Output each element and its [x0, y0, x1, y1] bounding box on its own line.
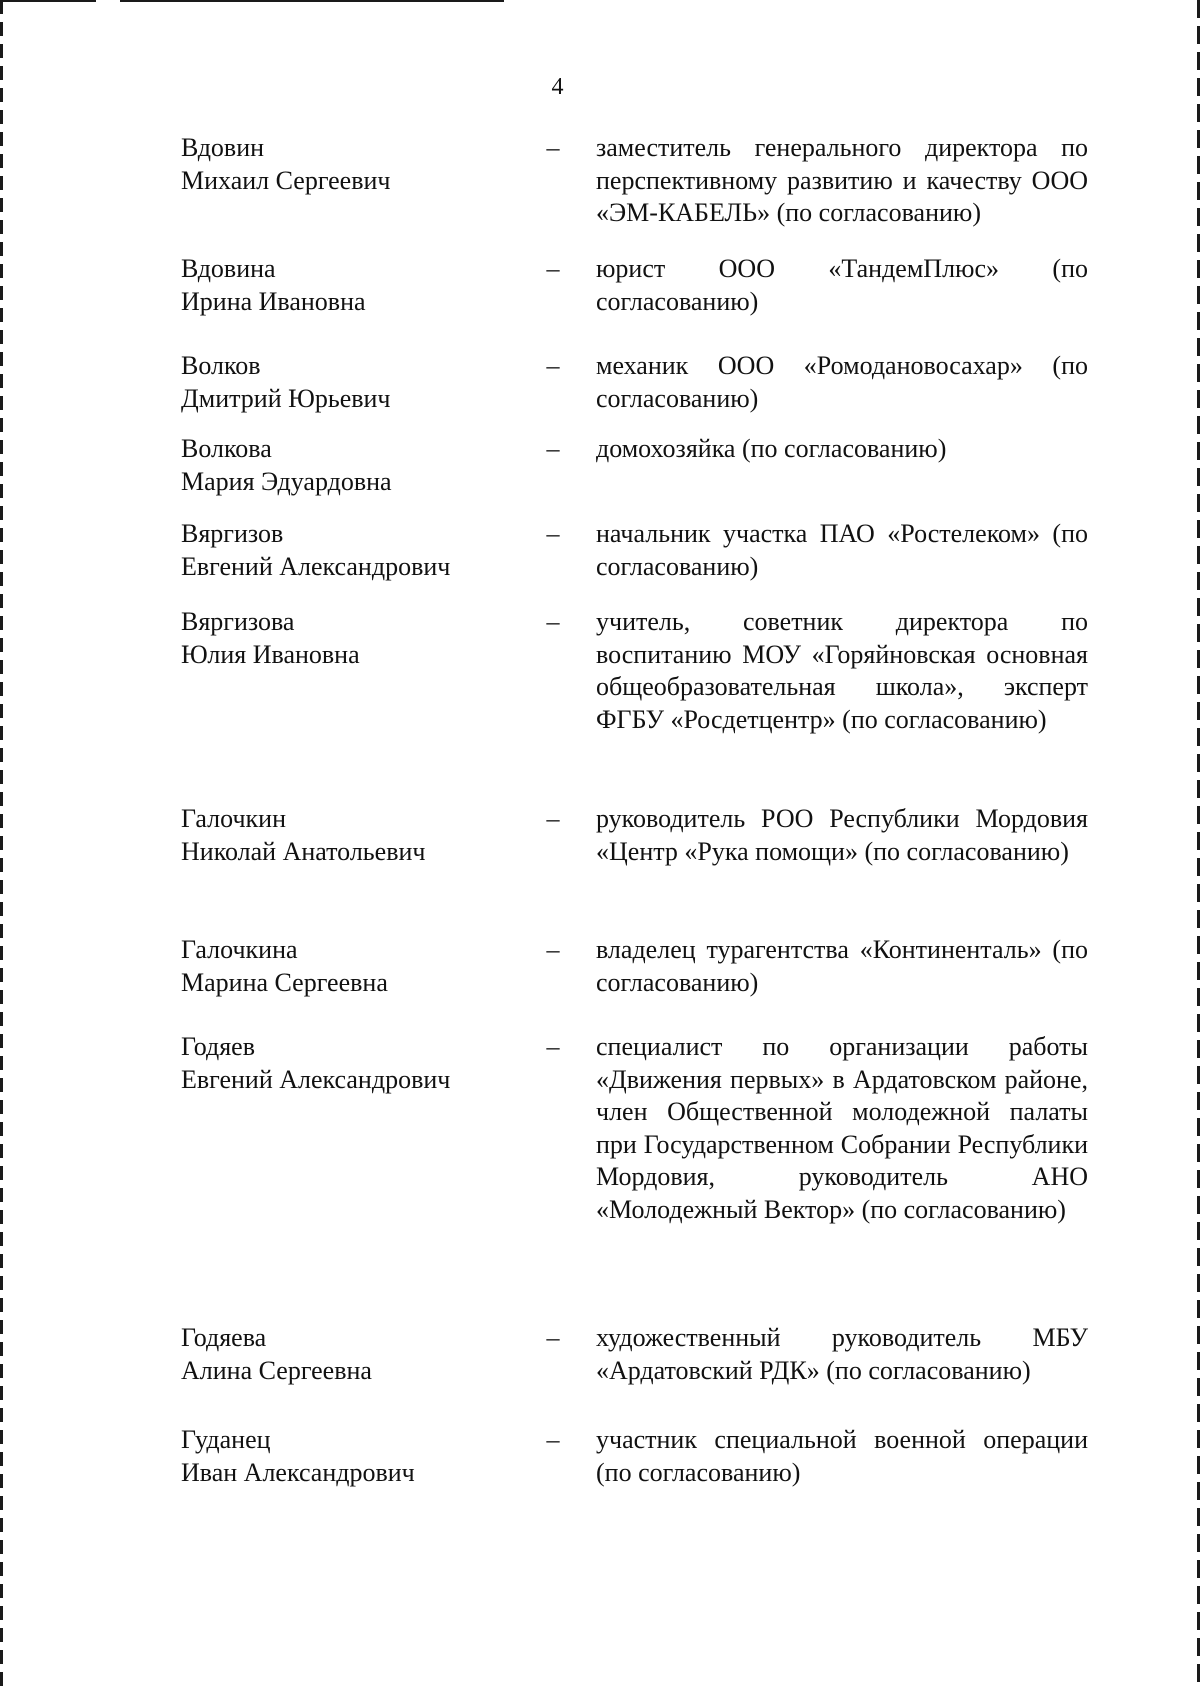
member-name [181, 1424, 521, 1489]
entry-dash: – [546, 935, 560, 964]
member-position: заместитель генерального директора по перспективному развитию и качеству ООО «ЭМ-КАБЕЛЬ» (по согласованию) [596, 133, 1088, 227]
member-position: юрист ООО «ТандемПлюс» (по согласованию) [596, 254, 1088, 316]
member-name [181, 606, 521, 671]
member-given-names: Николай Анатольевич [181, 836, 426, 866]
member-surname: Вяргизов [181, 519, 284, 548]
member-surname: Вдовин [181, 133, 265, 162]
member-name [181, 253, 521, 318]
member-name [181, 1031, 521, 1096]
member-position: домохозяйка (по согласованию) [596, 434, 947, 463]
member-name [181, 934, 521, 999]
entry-dash: – [546, 1323, 560, 1352]
member-surname: Галочкина [181, 935, 298, 964]
member-given-names: Евгений Александрович [181, 551, 451, 581]
member-surname: Годяев [181, 1032, 256, 1061]
member-surname: Гуданец [181, 1425, 271, 1454]
entry-dash: – [546, 434, 560, 463]
member-given-names: Марина Сергеевна [181, 967, 388, 997]
member-position: художественный руководитель МБУ «Ардатовский РДК» (по согласованию) [596, 1323, 1088, 1385]
member-position: начальник участка ПАО «Ростелеком» (по согласованию) [596, 519, 1088, 581]
scan-edge-left [0, 0, 3, 1687]
entry-dash: – [546, 804, 560, 833]
member-surname: Вдовина [181, 254, 276, 283]
member-name [181, 803, 521, 868]
scan-edge-top [0, 0, 1200, 2]
member-name [181, 132, 521, 197]
member-name [181, 350, 521, 415]
member-surname: Волков [181, 351, 261, 380]
member-given-names: Михаил Сергеевич [181, 165, 391, 195]
member-name [181, 433, 521, 498]
entry-dash: – [546, 1425, 560, 1454]
member-position: специалист по организации работы «Движения первых» в Ардатовском районе, член Общественной молодежной палаты при Государственном Собрании Республики Мордовия, руководитель АНО «Молодежный Вектор» (по согласованию) [596, 1032, 1088, 1224]
member-position: механик ООО «Ромодановосахар» (по согласованию) [596, 351, 1088, 413]
page-number: 4 [551, 74, 564, 100]
member-given-names: Мария Эдуардовна [181, 466, 392, 496]
member-given-names: Евгений Александрович [181, 1064, 451, 1094]
member-given-names: Юлия Ивановна [181, 639, 360, 669]
member-given-names: Дмитрий Юрьевич [181, 383, 391, 413]
member-given-names: Ирина Ивановна [181, 286, 366, 316]
entry-dash: – [546, 519, 560, 548]
member-given-names: Иван Александрович [181, 1457, 415, 1487]
entry-dash: – [546, 254, 560, 283]
entry-dash: – [546, 351, 560, 380]
member-surname: Волкова [181, 434, 272, 463]
entry-dash: – [546, 607, 560, 636]
member-position: учитель, советник директора по воспитанию МОУ «Горяйновская основная общеобразовательная школа», эксперт ФГБУ «Росдетцентр» (по согласованию) [596, 607, 1088, 734]
entry-dash: – [546, 1032, 560, 1061]
member-position: участник специальной военной операции (по согласованию) [596, 1425, 1088, 1487]
member-surname: Вяргизова [181, 607, 295, 636]
member-surname: Годяева [181, 1323, 267, 1352]
member-given-names: Алина Сергеевна [181, 1355, 372, 1385]
member-name [181, 518, 521, 583]
member-position: руководитель РОО Республики Мордовия «Центр «Рука помощи» (по согласованию) [596, 804, 1088, 866]
member-surname: Галочкин [181, 804, 286, 833]
member-position: владелец турагентства «Континенталь» (по согласованию) [596, 935, 1088, 997]
member-name [181, 1322, 521, 1387]
entry-dash: – [546, 133, 560, 162]
